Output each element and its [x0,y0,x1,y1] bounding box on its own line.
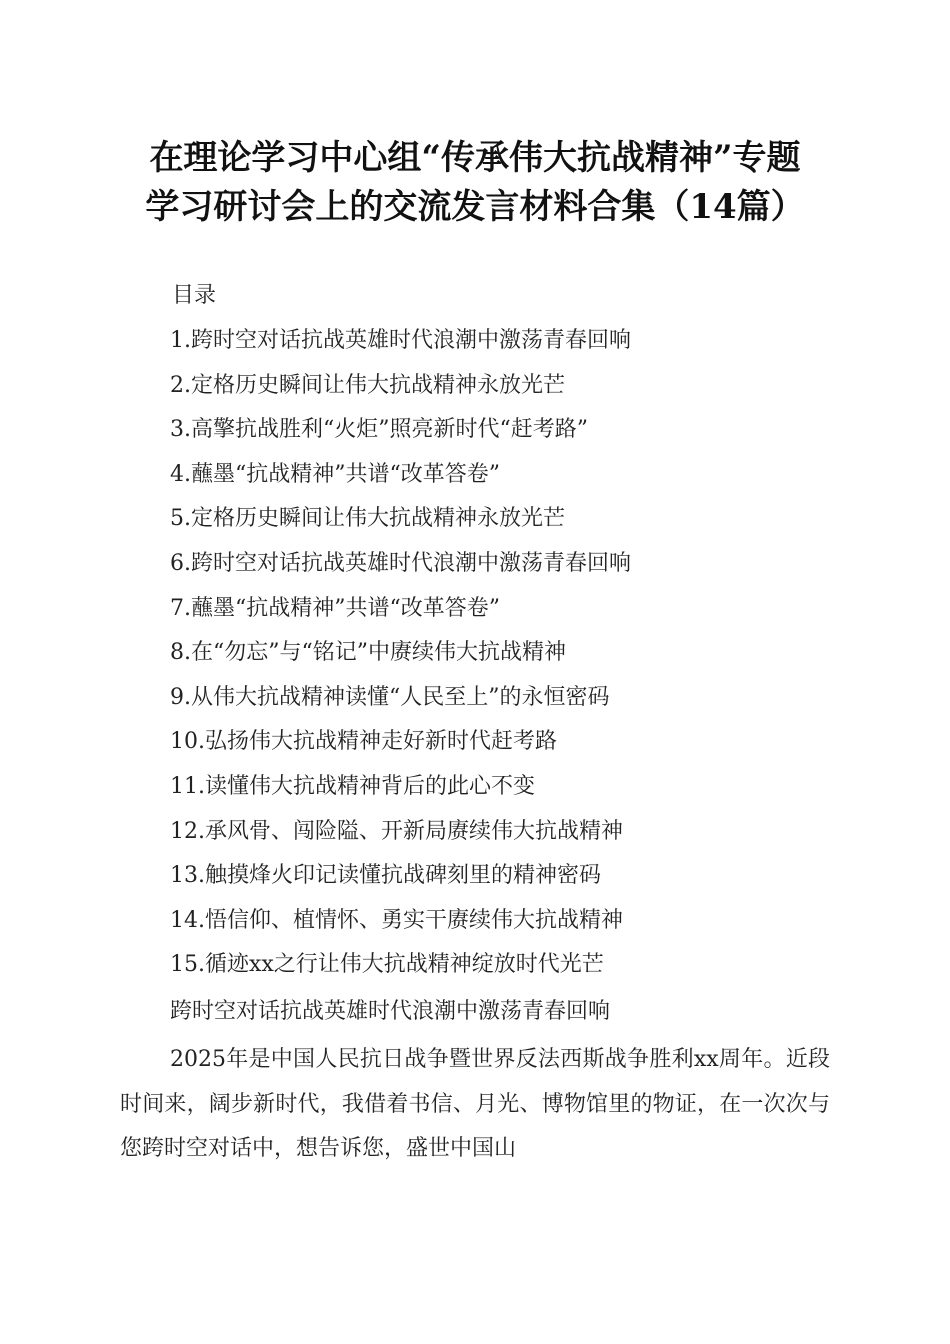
toc-item-2: 2.定格历史瞬间让伟大抗战精神永放光芒 [170,372,565,398]
toc-item-6: 6.跨时空对话抗战英雄时代浪潮中激荡青春回响 [170,550,631,576]
toc-item-5: 5.定格历史瞬间让伟大抗战精神永放光芒 [170,506,565,532]
toc-item-4: 4.蘸墨“抗战精神”共谱“改革答卷” [170,461,500,487]
toc-item-3: 3.高擎抗战胜利“火炬”照亮新时代“赶考路” [170,417,588,443]
toc-heading: 目录 [172,283,217,308]
document-title-line-2: 学习研讨会上的交流发言材料合集（14篇） [145,187,805,227]
toc-item-11: 11.读懂伟大抗战精神背后的此心不变 [170,773,535,799]
toc-item-1: 1.跨时空对话抗战英雄时代浪潮中激荡青春回响 [170,328,631,353]
toc-item-12: 12.承风骨、闯险隘、开新局赓续伟大抗战精神 [170,818,623,844]
toc-item-8: 8.在“勿忘”与“铭记”中赓续伟大抗战精神 [170,640,566,666]
toc-item-9: 9.从伟大抗战精神读懂“人民至上”的永恒密码 [170,684,610,710]
toc-item-15: 15.循迹xx之行让伟大抗战精神绽放时代光芒 [170,952,604,978]
toc-item-10: 10.弘扬伟大抗战精神走好新时代赶考路 [170,729,557,755]
section-title: 跨时空对话抗战英雄时代浪潮中激荡青春回响 [170,999,611,1024]
document-title-line-1: 在理论学习中心组“传承伟大抗战精神”专题 [149,138,801,178]
table-of-contents [170,323,631,992]
body-paragraph: 2025年是中国人民抗日战争暨世界反法西斯战争胜利xx周年。近段时间来，阔步新时代，我借着书信、月光、博物馆里的物证，在一次次与您跨时空对话中，想告诉您，盛世中国山 [120,1047,830,1161]
toc-item-13: 13.触摸烽火印记读懂抗战碑刻里的精神密码 [170,863,601,889]
toc-item-14: 14.悟信仰、植情怀、勇实干赓续伟大抗战精神 [170,907,623,933]
toc-item-7: 7.蘸墨“抗战精神”共谱“改革答卷” [170,595,500,621]
